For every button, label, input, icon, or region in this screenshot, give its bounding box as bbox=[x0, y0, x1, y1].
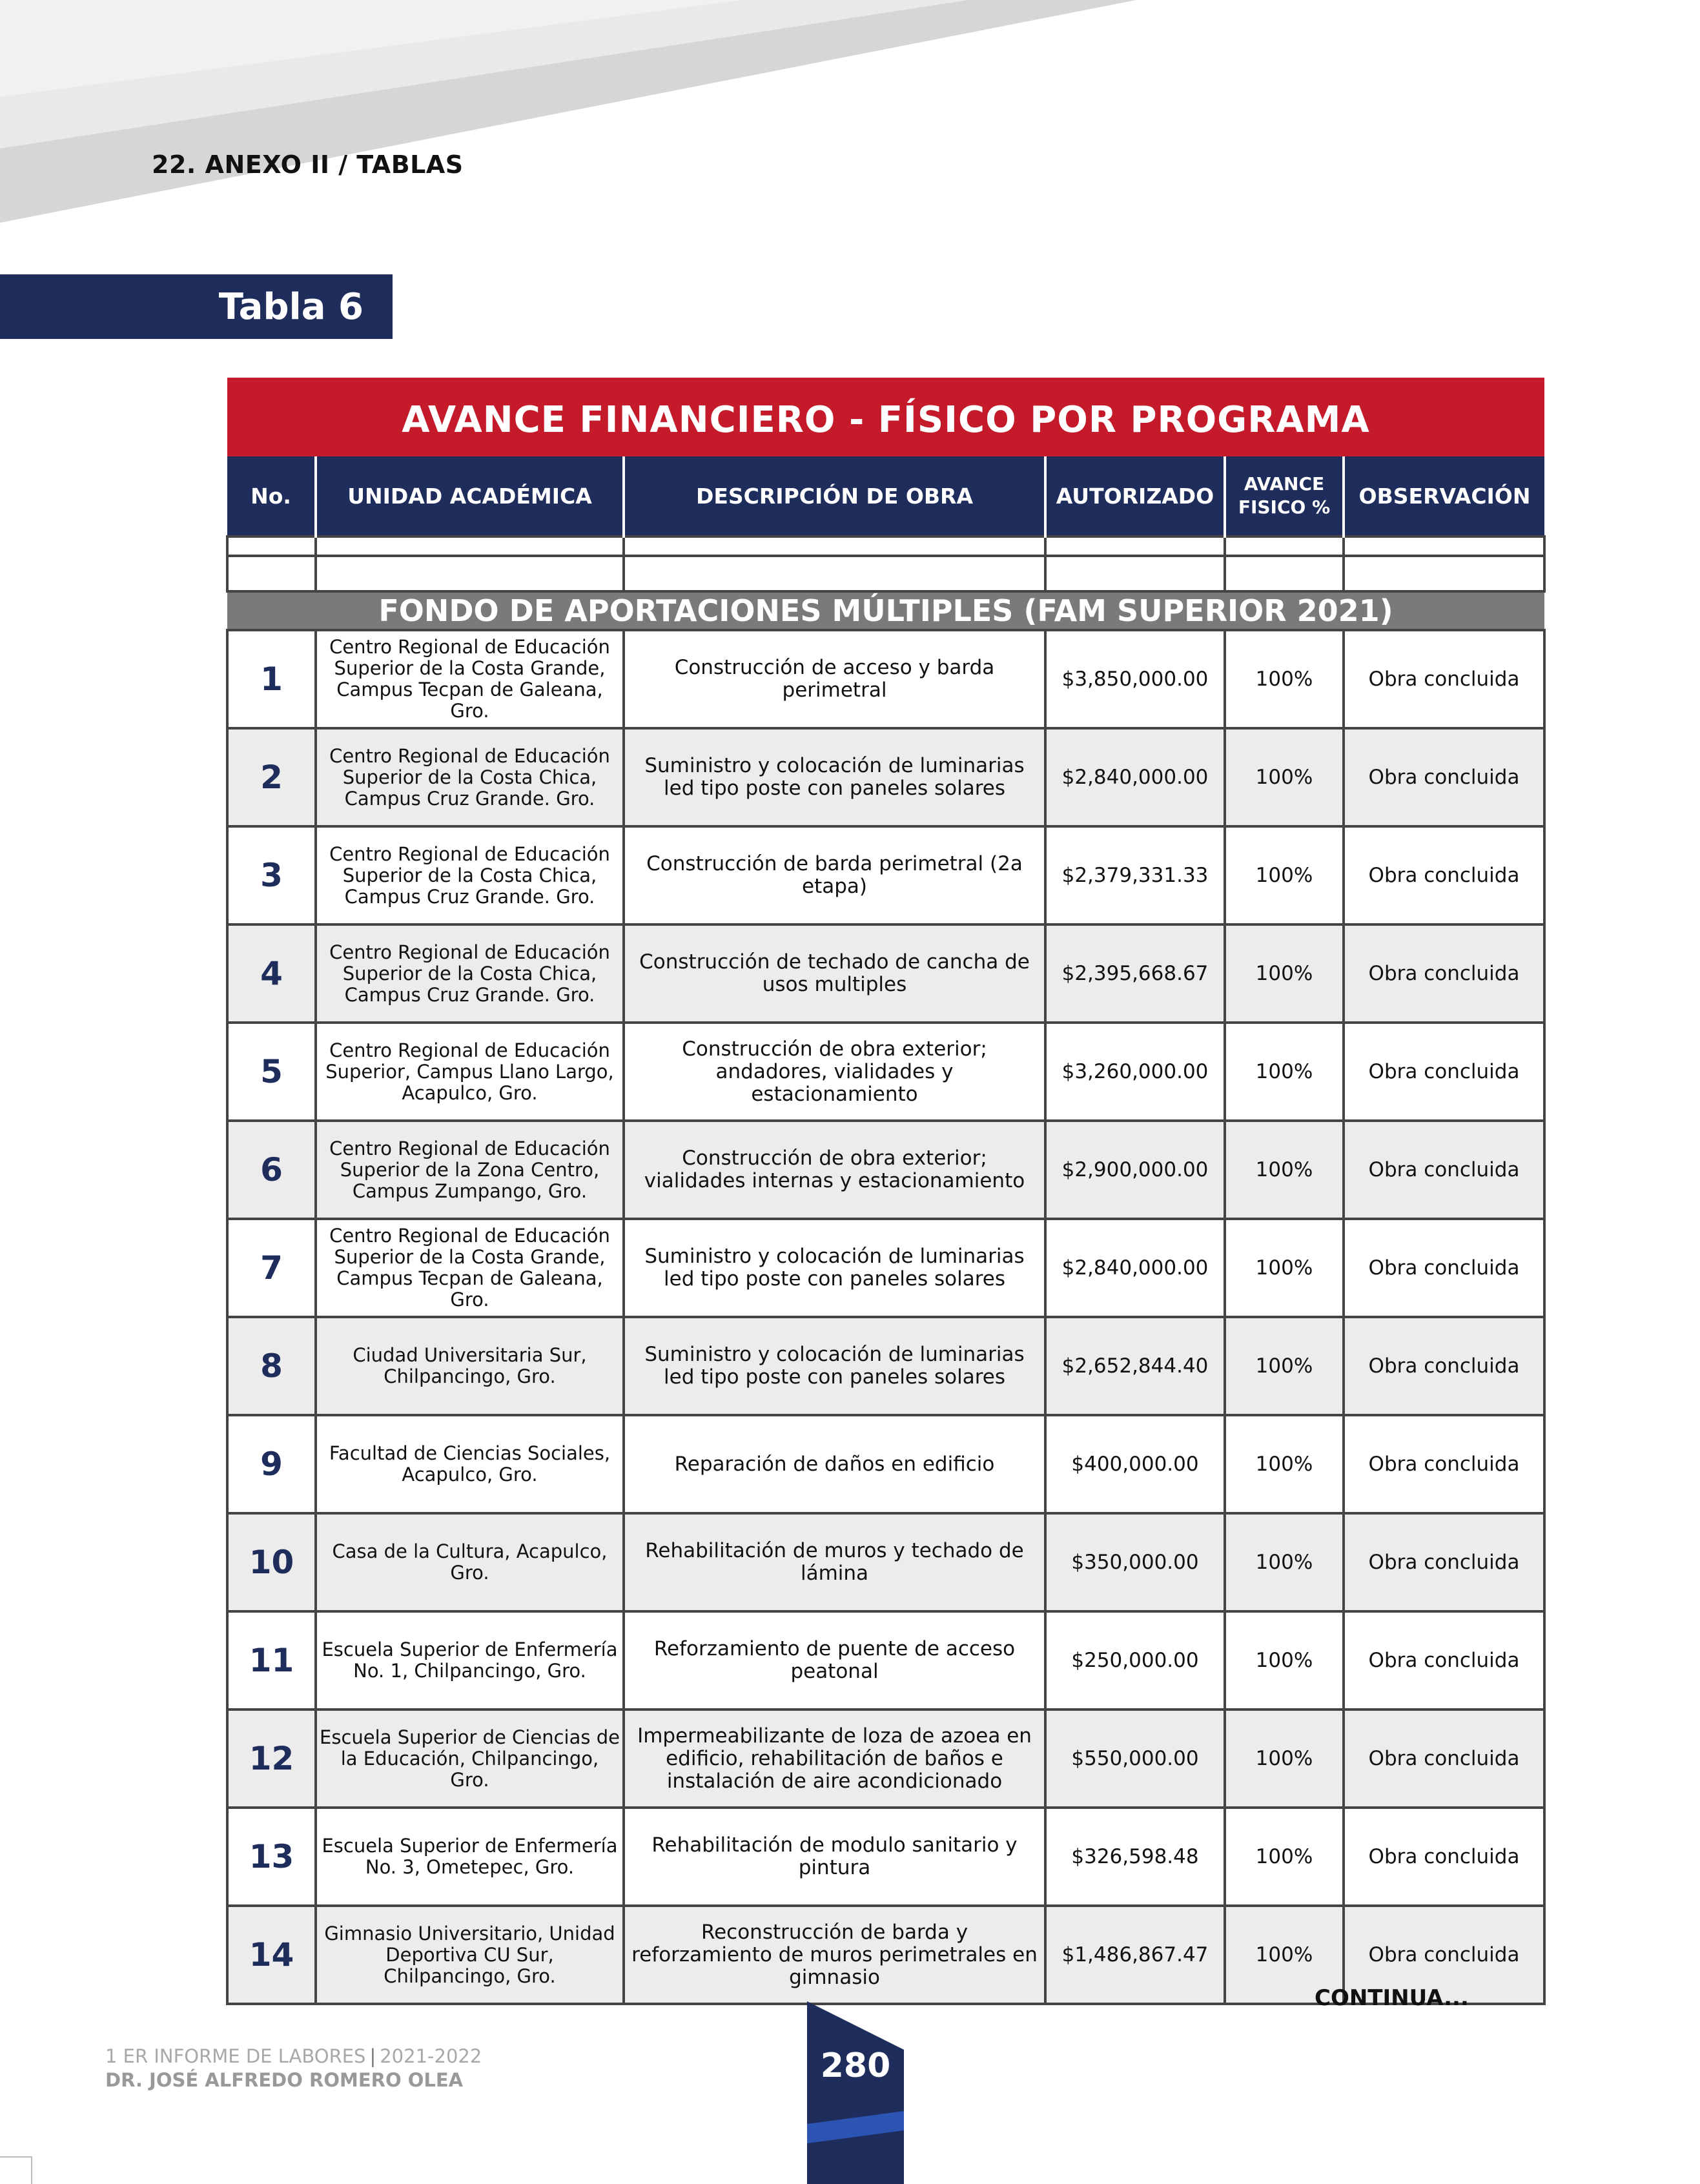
footer-period: 2021-2022 bbox=[380, 2045, 482, 2067]
row-avance: 100% bbox=[1225, 1121, 1344, 1219]
row-descripcion: Reconstrucción de barda y reforzamiento de muros perimetrales en gimnasio bbox=[624, 1906, 1045, 2004]
row-unidad: Facultad de Ciencias Sociales, Acapulco, Gro. bbox=[316, 1415, 624, 1513]
table-label: Tabla 6 bbox=[0, 274, 393, 339]
row-autorizado: $400,000.00 bbox=[1045, 1415, 1225, 1513]
row-avance: 100% bbox=[1225, 630, 1344, 728]
row-observacion: Obra concluida bbox=[1344, 630, 1544, 728]
row-avance: 100% bbox=[1225, 1906, 1344, 2004]
row-number: 4 bbox=[227, 924, 316, 1023]
page-number-tab bbox=[807, 2001, 904, 2184]
row-autorizado: $326,598.48 bbox=[1045, 1808, 1225, 1906]
section-header: 22. ANEXO II / TABLAS bbox=[152, 150, 464, 179]
row-descripcion: Reparación de daños en edificio bbox=[624, 1415, 1045, 1513]
row-descripcion: Suministro y colocación de luminarias led tipo poste con paneles solares bbox=[624, 728, 1045, 826]
row-unidad: Centro Regional de Educación Superior de la Costa Chica, Campus Cruz Grande. Gro. bbox=[316, 728, 624, 826]
row-autorizado: $350,000.00 bbox=[1045, 1513, 1225, 1611]
row-avance: 100% bbox=[1225, 1611, 1344, 1709]
row-unidad: Centro Regional de Educación Superior de la Costa Grande, Campus Tecpan de Galeana, Gro. bbox=[316, 630, 624, 728]
row-descripcion: Reforzamiento de puente de acceso peatonal bbox=[624, 1611, 1045, 1709]
row-autorizado: $2,379,331.33 bbox=[1045, 826, 1225, 924]
row-number: 8 bbox=[227, 1317, 316, 1415]
row-unidad: Centro Regional de Educación Superior, Campus Llano Largo, Acapulco, Gro. bbox=[316, 1023, 624, 1121]
table-row bbox=[227, 1611, 1544, 1709]
row-autorizado: $550,000.00 bbox=[1045, 1709, 1225, 1808]
table-row bbox=[227, 1317, 1544, 1415]
column-header-unidad: UNIDAD ACADÉMICA bbox=[316, 456, 624, 536]
table-row bbox=[227, 1219, 1544, 1317]
row-number: 6 bbox=[227, 1121, 316, 1219]
row-unidad: Centro Regional de Educación Superior de la Costa Grande, Campus Tecpan de Galeana, Gro. bbox=[316, 1219, 624, 1317]
footer-report-title: 1 ER INFORME DE LABORES bbox=[105, 2045, 366, 2067]
table-title: AVANCE FINANCIERO - FÍSICO POR PROGRAMA bbox=[227, 378, 1544, 456]
row-descripcion: Suministro y colocación de luminarias led tipo poste con paneles solares bbox=[624, 1317, 1045, 1415]
row-autorizado: $2,900,000.00 bbox=[1045, 1121, 1225, 1219]
row-descripcion: Construcción de acceso y barda perimetral bbox=[624, 630, 1045, 728]
row-observacion: Obra concluida bbox=[1344, 1121, 1544, 1219]
row-avance: 100% bbox=[1225, 1219, 1344, 1317]
row-avance: 100% bbox=[1225, 924, 1344, 1023]
row-autorizado: $1,486,867.47 bbox=[1045, 1906, 1225, 2004]
row-descripcion: Construcción de barda perimetral (2a etapa) bbox=[624, 826, 1045, 924]
row-autorizado: $2,840,000.00 bbox=[1045, 1219, 1225, 1317]
table-row bbox=[227, 728, 1544, 826]
row-number: 13 bbox=[227, 1808, 316, 1906]
blank-row bbox=[227, 536, 1544, 556]
row-avance: 100% bbox=[1225, 826, 1344, 924]
footer-author: DR. JOSÉ ALFREDO ROMERO OLEA bbox=[105, 2069, 464, 2091]
header-decoration bbox=[0, 0, 1700, 232]
blank-row bbox=[227, 556, 1544, 591]
row-number: 9 bbox=[227, 1415, 316, 1513]
row-number: 7 bbox=[227, 1219, 316, 1317]
row-observacion: Obra concluida bbox=[1344, 1906, 1544, 2004]
row-unidad: Escuela Superior de Enfermería No. 3, Ometepec, Gro. bbox=[316, 1808, 624, 1906]
row-descripcion: Construcción de obra exterior; andadores, vialidades y estacionamiento bbox=[624, 1023, 1045, 1121]
row-unidad: Casa de la Cultura, Acapulco, Gro. bbox=[316, 1513, 624, 1611]
table-row bbox=[227, 1121, 1544, 1219]
row-number: 12 bbox=[227, 1709, 316, 1808]
row-descripcion: Rehabilitación de modulo sanitario y pintura bbox=[624, 1808, 1045, 1906]
row-unidad: Ciudad Universitaria Sur, Chilpancingo, Gro. bbox=[316, 1317, 624, 1415]
row-avance: 100% bbox=[1225, 1317, 1344, 1415]
table-row bbox=[227, 1023, 1544, 1121]
column-header-autorizado: AUTORIZADO bbox=[1045, 456, 1225, 536]
row-descripcion: Impermeabilizante de loza de azoea en edificio, rehabilitación de baños e instalación de aire acondicionado bbox=[624, 1709, 1045, 1808]
table-row bbox=[227, 1415, 1544, 1513]
corner-mark bbox=[0, 2156, 32, 2184]
row-descripcion: Suministro y colocación de luminarias led tipo poste con paneles solares bbox=[624, 1219, 1045, 1317]
row-observacion: Obra concluida bbox=[1344, 1611, 1544, 1709]
table-row bbox=[227, 630, 1544, 728]
row-avance: 100% bbox=[1225, 1808, 1344, 1906]
row-observacion: Obra concluida bbox=[1344, 826, 1544, 924]
row-unidad: Escuela Superior de Enfermería No. 1, Chilpancingo, Gro. bbox=[316, 1611, 624, 1709]
row-observacion: Obra concluida bbox=[1344, 1415, 1544, 1513]
row-autorizado: $250,000.00 bbox=[1045, 1611, 1225, 1709]
row-avance: 100% bbox=[1225, 1709, 1344, 1808]
row-number: 5 bbox=[227, 1023, 316, 1121]
row-avance: 100% bbox=[1225, 1415, 1344, 1513]
row-number: 10 bbox=[227, 1513, 316, 1611]
row-autorizado: $3,260,000.00 bbox=[1045, 1023, 1225, 1121]
fund-title: FONDO DE APORTACIONES MÚLTIPLES (FAM SUPERIOR 2021) bbox=[227, 591, 1544, 630]
row-unidad: Gimnasio Universitario, Unidad Deportiva CU Sur, Chilpancingo, Gro. bbox=[316, 1906, 624, 2004]
row-unidad: Escuela Superior de Ciencias de la Educación, Chilpancingo, Gro. bbox=[316, 1709, 624, 1808]
page-number: 280 bbox=[820, 2046, 891, 2085]
table-row bbox=[227, 1808, 1544, 1906]
row-number: 11 bbox=[227, 1611, 316, 1709]
row-observacion: Obra concluida bbox=[1344, 1808, 1544, 1906]
financial-table bbox=[226, 378, 1543, 2005]
row-autorizado: $3,850,000.00 bbox=[1045, 630, 1225, 728]
row-avance: 100% bbox=[1225, 1513, 1344, 1611]
row-number: 1 bbox=[227, 630, 316, 728]
row-descripcion: Rehabilitación de muros y techado de lámina bbox=[624, 1513, 1045, 1611]
column-header-no: No. bbox=[227, 456, 316, 536]
row-unidad: Centro Regional de Educación Superior de la Costa Chica, Campus Cruz Grande. Gro. bbox=[316, 924, 624, 1023]
column-header-avance: AVANCE FISICO % bbox=[1225, 456, 1344, 536]
row-observacion: Obra concluida bbox=[1344, 1513, 1544, 1611]
row-number: 2 bbox=[227, 728, 316, 826]
row-observacion: Obra concluida bbox=[1344, 924, 1544, 1023]
footer-separator: | bbox=[369, 2045, 376, 2067]
row-descripcion: Construcción de techado de cancha de usos multiples bbox=[624, 924, 1045, 1023]
row-autorizado: $2,395,668.67 bbox=[1045, 924, 1225, 1023]
row-observacion: Obra concluida bbox=[1344, 1709, 1544, 1808]
footer-report bbox=[105, 2045, 482, 2067]
row-avance: 100% bbox=[1225, 1023, 1344, 1121]
row-observacion: Obra concluida bbox=[1344, 1023, 1544, 1121]
row-autorizado: $2,840,000.00 bbox=[1045, 728, 1225, 826]
row-observacion: Obra concluida bbox=[1344, 1219, 1544, 1317]
table-row bbox=[227, 924, 1544, 1023]
row-avance: 100% bbox=[1225, 728, 1344, 826]
row-number: 3 bbox=[227, 826, 316, 924]
row-observacion: Obra concluida bbox=[1344, 1317, 1544, 1415]
column-header-descripcion: DESCRIPCIÓN DE OBRA bbox=[624, 456, 1045, 536]
row-unidad: Centro Regional de Educación Superior de la Costa Chica, Campus Cruz Grande. Gro. bbox=[316, 826, 624, 924]
row-autorizado: $2,652,844.40 bbox=[1045, 1317, 1225, 1415]
row-unidad: Centro Regional de Educación Superior de la Zona Centro, Campus Zumpango, Gro. bbox=[316, 1121, 624, 1219]
table-row bbox=[227, 1709, 1544, 1808]
table-row bbox=[227, 1513, 1544, 1611]
row-descripcion: Construcción de obra exterior; vialidades internas y estacionamiento bbox=[624, 1121, 1045, 1219]
column-header-observacion: OBSERVACIÓN bbox=[1344, 456, 1544, 536]
row-observacion: Obra concluida bbox=[1344, 728, 1544, 826]
row-number: 14 bbox=[227, 1906, 316, 2004]
table-row bbox=[227, 826, 1544, 924]
continua-label: CONTINUA... bbox=[1315, 1985, 1469, 2011]
